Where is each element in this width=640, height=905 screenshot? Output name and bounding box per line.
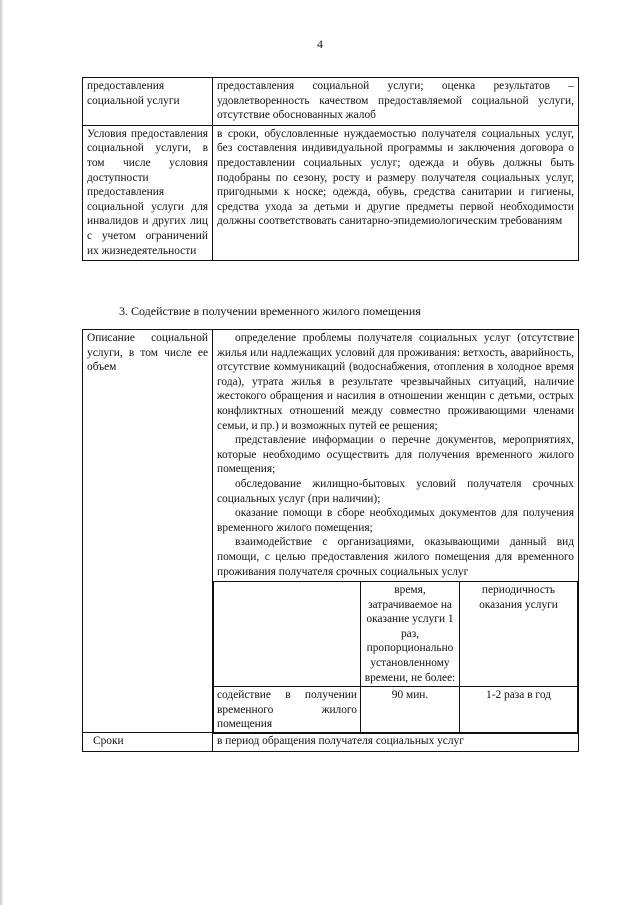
service-time-table [213,581,578,734]
table-row [83,78,579,126]
standards-table-continued [82,77,579,261]
period-value: 1-2 раза в год [460,687,578,734]
row-label: Описание социальной услуги, в том числе ее объем [83,330,213,733]
table-row [83,330,579,733]
description-cell [213,330,579,733]
description-paragraph: оказание помощи в сборе необходимых документов для получения временного жилого помещения; [217,507,574,534]
description-paragraph: взаимодействие с организациями, оказывающими данный вид помощи, с целью предоставления жилого помещения для временного проживания получателя срочных социальных услуг [217,536,574,578]
section-title: 3. Содействие в получении временного жилого помещения [119,304,421,318]
row-text: предоставления социальной услуги; оценка результатов – удовлетворенность качеством предоставляемой социальной услуги, отсутствие обоснованных жалоб [213,78,579,126]
time-header: время, затрачиваемое на оказание услуги 1 раз, пропорционально установленному времени, не более: [361,582,460,687]
table-row [214,582,578,687]
table-row [214,687,578,734]
period-header: периодичность оказания услуги [460,582,578,687]
service-name: содействие в получении временного жилого помещения [214,687,361,734]
description-paragraph: обследование жилищно-бытовых условий получателя срочных социальных услуг (при наличии); [217,477,574,505]
row-label: Сроки [83,733,213,752]
page-number: 4 [317,37,323,51]
scan-edge [0,0,4,905]
row-label: предоставления социальной услуги [83,78,213,126]
table-row [83,125,579,260]
row-text-cell [213,125,579,260]
empty-header-cell [214,582,361,687]
row-label: Условия предоставления социальной услуги, в том числе условия доступности предоставления социальной услуги для инвалидов и других лиц с учетом ограничений их жизнедеятельности [83,125,213,260]
description-paragraph: представление информации о перечне документов, мероприятиях, которые необходимо осуществить для получения временного жилого помещения; [217,434,574,476]
description-paragraph: определение проблемы получателя социальных услуг (отсутствие жилья или надлежащих условий для проживания: ветхость, аварийность, отсутствие коммуникаций (водоснабжения, отопления в холодное время года), утрата жилья в результате чрезвычайных ситуаций, наличие жестокого обращения и насилия в отношении женщин с детьми, острых конфликтных отношений между совместно проживающими членами семьи, и пр.) и возможных путей ее решения; [217,332,574,432]
row-text: в период обращения получателя социальных услуг [213,733,579,752]
service-table [82,329,579,752]
table-row [83,733,579,752]
row-text: в сроки, обусловленные нуждаемостью получателя социальных услуг, без составления индивидуальной программы и заключения договора о предоставлении социальных услуг; одежда и обувь должны быть подобраны по сезону, росту и размеру получателя социальных услуг, пригодными к носке; одежда, обувь, средства санитарии и гигиены, средства ухода за детьми и другие предметы первой необходимости должны соответствовать санитарно-эпидемиологическим требованиям [217,127,574,228]
time-value: 90 мин. [361,687,460,734]
